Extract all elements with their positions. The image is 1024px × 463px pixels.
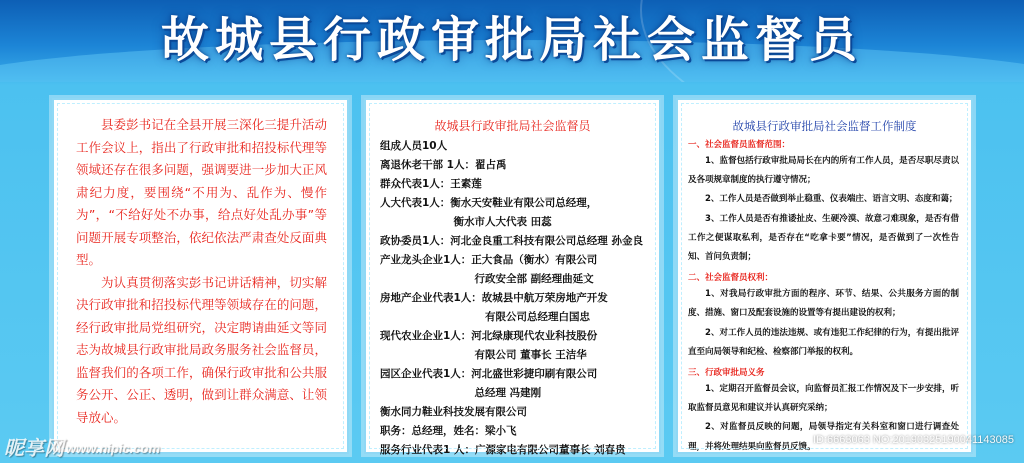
supervisor-line: 现代农业企业1人：河北绿康现代农业科技股份 (380, 330, 598, 342)
supervisors-list (366, 134, 659, 460)
section-heading: 三、行政审批局义务 (688, 368, 765, 379)
supervisor-line: 群众代表1人：王素莲 (380, 178, 482, 190)
rule-item: 1、定期召开监督员会议，向监督员汇报工作情况及下一步安排，听取监督员意见和建议并认真研究采纳； (688, 384, 959, 414)
rule-item: 1、对我局行政审批方面的程序、环节、结果、公共服务方面的制度、措施、窗口及配套设施的设置等有提出建设的权利； (688, 289, 959, 319)
supervisor-line: 园区企业代表1人：河北盛世彩捷印刷有限公司 (380, 368, 598, 380)
supervisors-title: 故城县行政审批局社会监督员 (434, 119, 591, 133)
rules-panel (676, 98, 973, 454)
supervisors-panel (364, 98, 661, 454)
supervisor-line: 行政安全部 副经理曲延文 (380, 273, 594, 285)
rule-item: 2、对工作人员的违法违规、或有违犯工作纪律的行为，有提出批评直至向局领导和纪检、检察部门举报的权利。 (688, 327, 959, 357)
watermark-logo (4, 432, 160, 460)
rule-item: 2、对监督员反映的问题，局领导指定有关科室和窗口进行调查处理，并将处理结果向监督员反馈。 (688, 422, 959, 452)
supervisor-line: 有限公司总经理白国忠 (380, 311, 590, 323)
supervisor-line: 衡水市人大代表 田蕊 (380, 216, 552, 228)
section-heading: 二、社会监督员权利： (688, 273, 774, 284)
watermark-id: ID:6663063 NO:20190325190041143085 (812, 434, 1014, 446)
supervisor-line: 房地产企业代表1人：故城县中航万荣房地产开发 (380, 292, 608, 304)
watermark-url: www.nipic.com (66, 441, 161, 456)
supervisor-line: 服务行业代表1 人：广源家电有限公司董事长 刘春贵 (380, 444, 626, 456)
supervisor-line: 衡水同力鞋业科技发展有限公司 (380, 406, 527, 418)
supervisor-line: 职务：总经理，姓名：梁小飞 (380, 425, 517, 437)
supervisor-line: 离退休老干部 1人：翟占禹 (380, 159, 507, 171)
supervisor-line: 有限公司 董事长 王洁华 (380, 349, 587, 361)
intro-paragraph-1: 县委彭书记在全县开展三深化三提升活动工作会议上，指出了行政审批和招投标代理等领域还存在很多问题，强调要进一步加大正风肃纪力度，要围绕“不用为、乱作为、慢作为”，“不给好处不办事，给点好处乱办事”等问题开展专项整治，依纪依法严肃查处反面典型。 (76, 117, 327, 267)
rules-section-rights (678, 267, 971, 362)
supervisor-line: 组成人员10人 (380, 140, 448, 152)
page-title: 故城县行政审批局社会监督员 (160, 12, 863, 68)
rules-title: 故城县行政审批局社会监督工作制度 (732, 119, 917, 133)
rules-section-scope (678, 134, 971, 267)
rule-item: 2、工作人员是否做到举止稳重、仪表端庄、语言文明、态度和蔼； (705, 194, 958, 205)
supervisor-line: 总经理 冯建刚 (380, 387, 542, 399)
watermark-logo-text: 昵享网 (4, 436, 64, 460)
supervisor-line: 产业龙头企业1人：正大食品（衡水）有限公司 (380, 254, 598, 266)
title-banner (0, 0, 1024, 82)
intro-panel (52, 98, 349, 454)
section-heading: 一、社会监督员监督范围： (688, 140, 791, 150)
intro-paragraph-2: 为认真贯彻落实彭书记讲话精神，切实解决行政审批和招投标代理等领域存在的问题，经行政审批局党组研究，决定聘请曲延文等同志为故城县行政审批局政务服务社会监督员，监督我们的各项工作，确保行政审批和公共服务公开、公正、透明，做到让群众满意、让领导放心。 (76, 274, 327, 425)
rule-item: 1、监督包括行政审批局局长在内的所有工作人员，是否尽职尽责以及各项规章制度的执行遵守情况； (688, 156, 959, 186)
supervisor-line: 政协委员1人：河北金良重工科技有限公司总经理 孙金良 (380, 235, 643, 247)
supervisor-line: 人大代表1人：衡水天安鞋业有限公司总经理， (380, 197, 598, 209)
rule-item: 3、工作人员是否有推诿扯皮、生硬冷漠、故意刁难现象，是否有借工作之便谋取私利，是否存在“吃拿卡要”情况，是否做到了一次性告知、首问负责制； (688, 213, 959, 263)
